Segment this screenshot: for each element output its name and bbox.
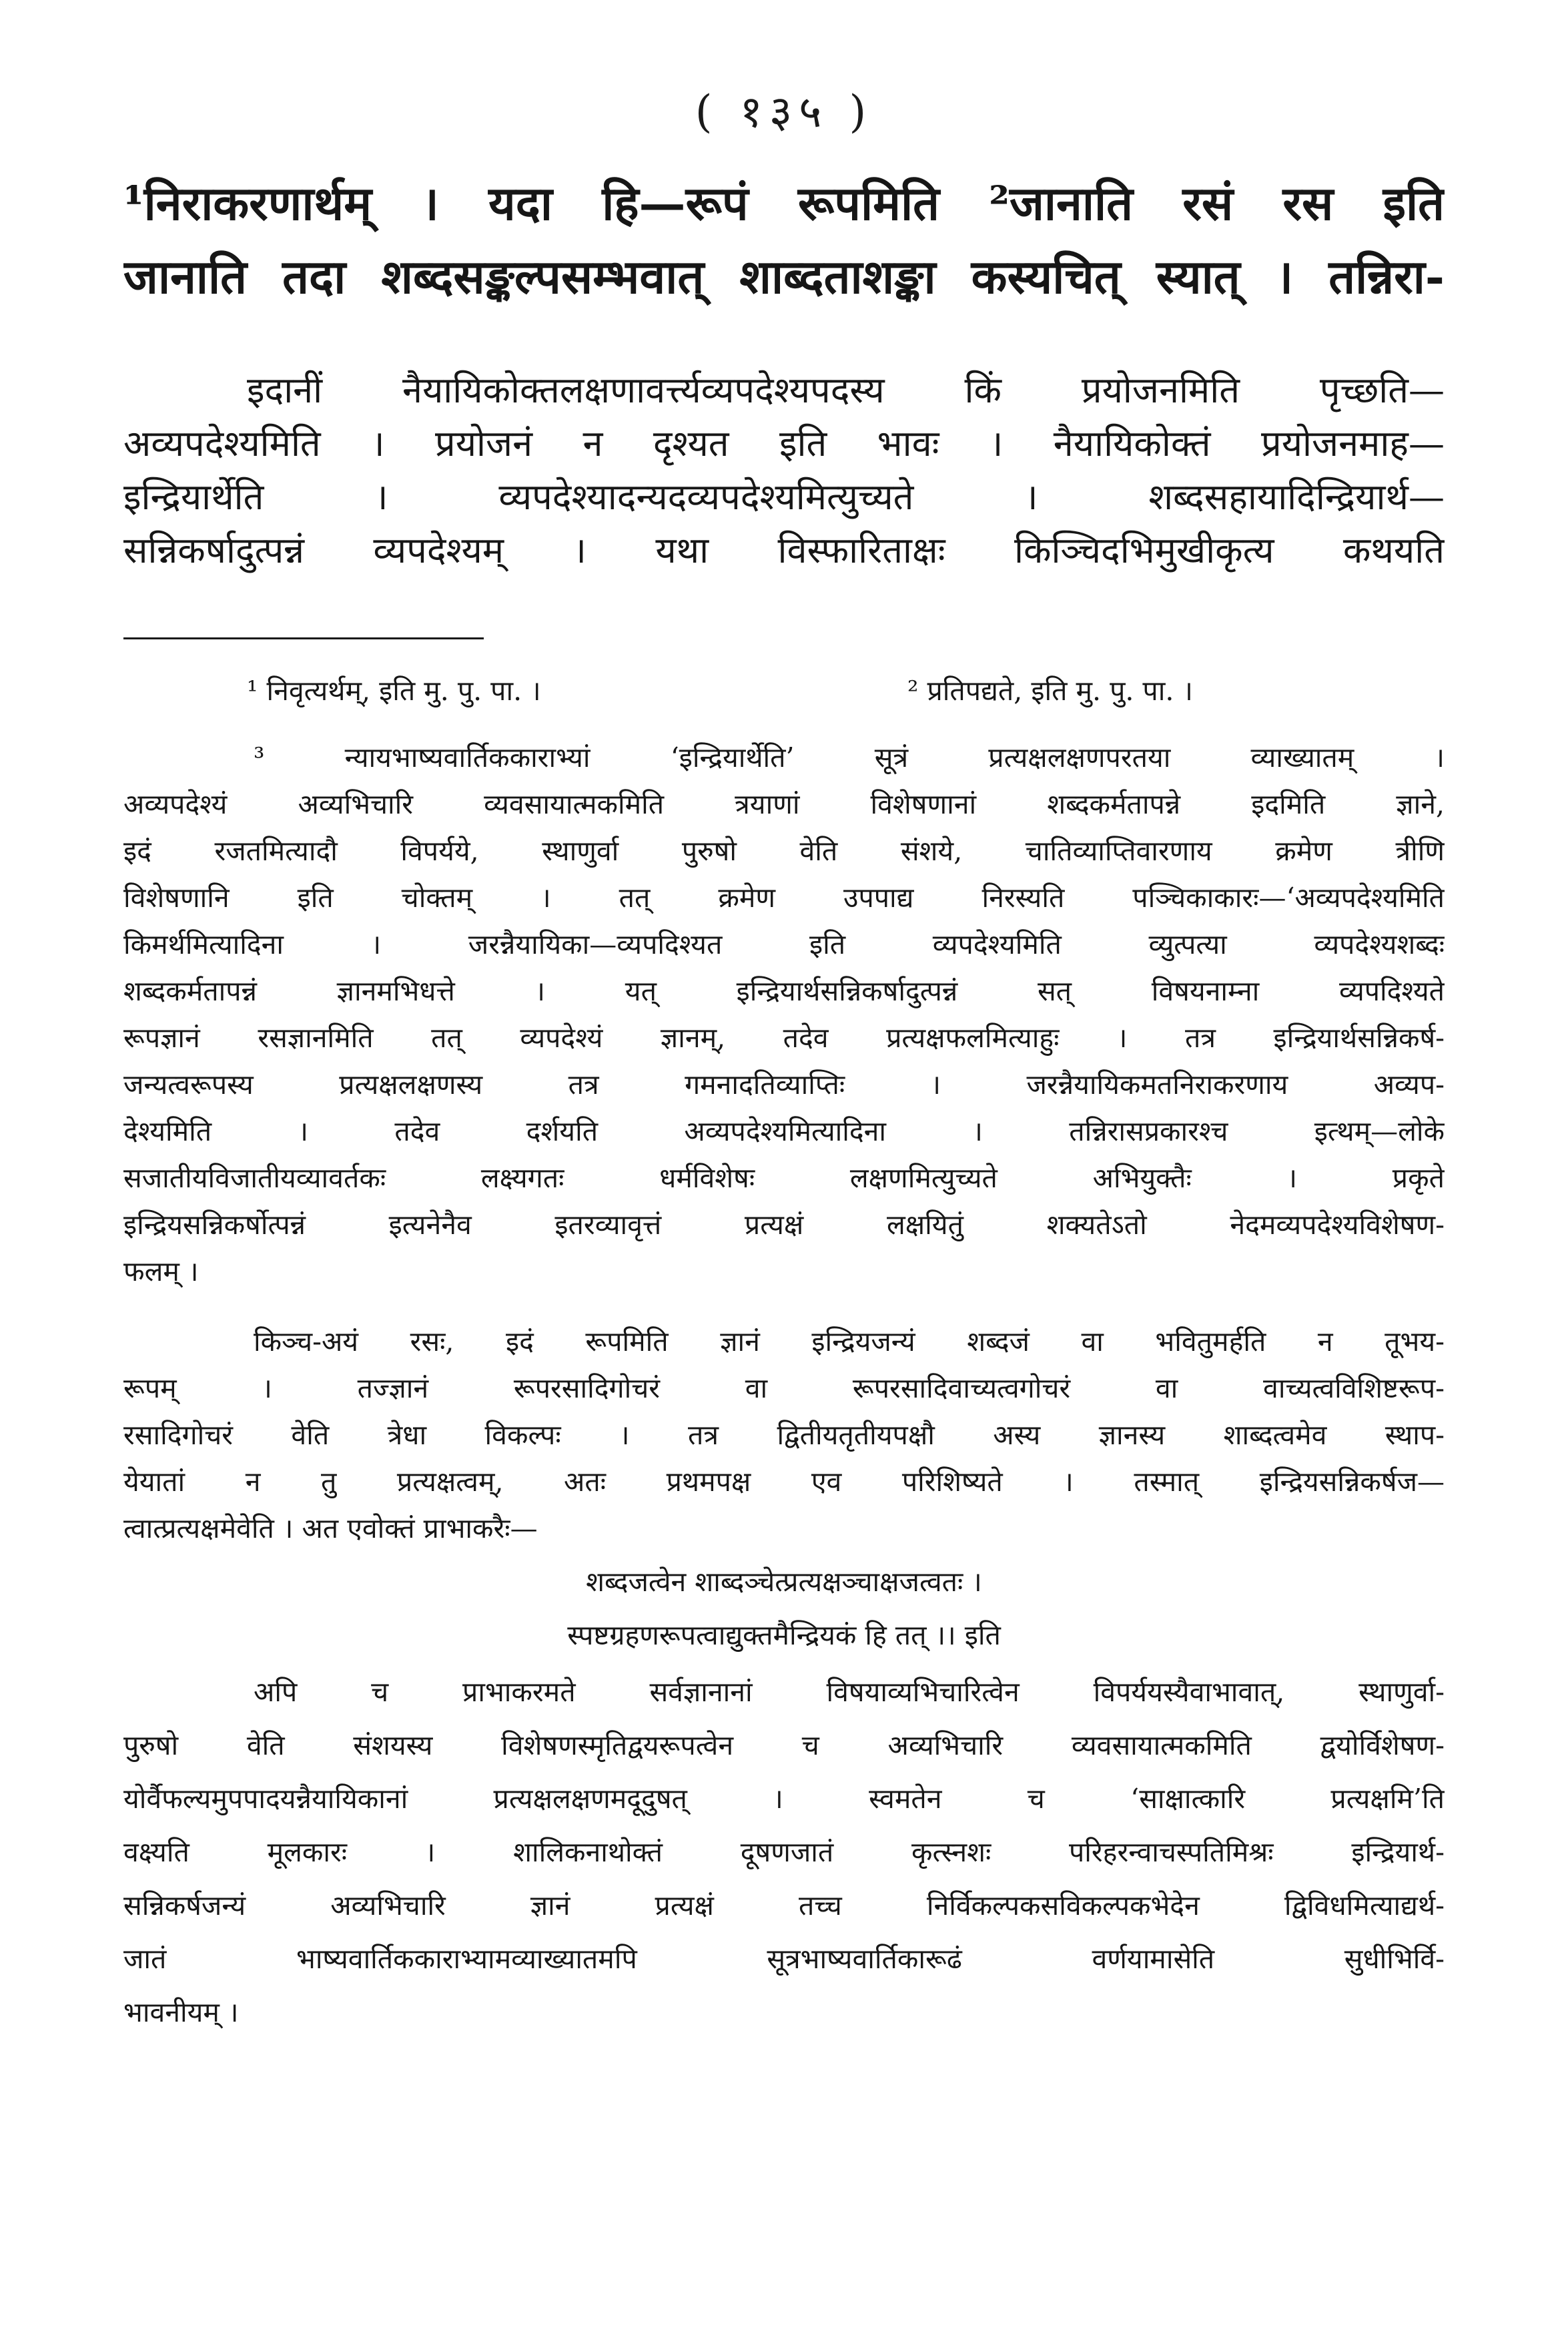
para2-line-4: येयातां न तु प्रत्यक्षत्वम्, अतः प्रथमपक्ष एव परिशिष्यते । तस्मात् इन्द्रियसन्निकर्षज— — [123, 1466, 1445, 1498]
para3-line-2: पुरुषो वेति संशयस्य विशेषणस्मृतिद्वयरूपत्वेन च अव्यभिचारि व्यवसायात्मकमिति द्वयोर्विशेषण- — [123, 1729, 1445, 1761]
main-text-line-1: ¹निराकरणार्थम् । यदा हि—रूपं रूपमिति ²जानाति रसं रस इति — [123, 176, 1445, 231]
footnote-2: ² प्रतिपद्यते, इति मु. पु. पा. । — [907, 675, 1193, 707]
footnote-3-line-9: देश्यमिति । तदेव दर्शयति अव्यपदेश्यमित्यादिना । तन्निरासप्रकारश्च इत्थम्—लोके — [123, 1115, 1445, 1147]
footnote-3-line-11: इन्द्रियसन्निकर्षोत्पन्नं इत्यनेनैव इतरव्यावृत्तं प्रत्यक्षं लक्षयितुं शक्यतेऽतो नेदमव्यपदेश्यविशेषण- — [123, 1209, 1445, 1241]
para2-line-1: किञ्च-अयं रसः, इदं रूपमिति ज्ञानं इन्द्रियजन्यं शब्दजं वा भवितुमर्हति न तूभय- — [254, 1326, 1445, 1358]
main-text-line-2: जानाति तदा शब्दसङ्कल्पसम्भवात् शाब्दताशङ्का कस्यचित् स्यात् । तन्निरा- — [123, 249, 1445, 304]
para3-line-3: योर्वैफल्यमुपपादयन्नैयायिकानां प्रत्यक्षलक्षणमदूदुषत् । स्वमतेन च ‘साक्षात्कारि प्रत्यक्षमि’ति — [123, 1783, 1445, 1815]
para3-line-1: अपि च प्राभाकरमते सर्वज्ञानानां विषयाव्यभिचारित्वेन विपर्ययस्यैवाभावात्, स्थाणुर्वा- — [254, 1676, 1445, 1708]
commentary-line-3: इन्द्रियार्थेति । व्यपदेश्यादन्यदव्यपदेश्यमित्युच्यते । शब्दसहायादिन्द्रियार्थ— — [123, 476, 1445, 518]
para2-line-5: त्वात्प्रत्यक्षमेवेति । अत एवोक्तं प्राभाकरैः— — [123, 1512, 538, 1544]
footnote-3-line-10: सजातीयविजातीयव्यावर्तकः लक्ष्यगतः धर्मविशेषः लक्षणमित्युच्यते अभियुक्तैः । प्रकृते — [123, 1162, 1445, 1194]
page-number: ( १३५ ) — [695, 86, 873, 137]
footnote-row-1-2 — [247, 667, 1354, 714]
para3-line-7: भावनीयम् । — [123, 1996, 239, 2028]
footnote-3-line-7: रूपज्ञानं रसज्ञानमिति तत् व्यपदेश्यं ज्ञानम्, तदेव प्रत्यक्षफलमित्याहुः । तत्र इन्द्रियार्थसन्निकर्ष- — [123, 1022, 1445, 1054]
footnote-3-line-3: इदं रजतमित्यादौ विपर्यये, स्थाणुर्वा पुरुषो वेति संशये, चातिव्याप्तिवारणाय क्रमेण त्रीणि — [123, 835, 1445, 867]
para3-line-4: वक्ष्यति मूलकारः । शालिकनाथोक्तं दूषणजातं कृत्स्नशः परिहरन्वाचस्पतिमिश्रः इन्द्रियार्थ- — [123, 1836, 1445, 1868]
verse-line-2: स्पष्टग्रहणरूपत्वाद्युक्तमैन्द्रियकं हि तत् ।। इति — [567, 1619, 1001, 1651]
footnote-3-line-2: अव्यपदेश्यं अव्यभिचारि व्यवसायात्मकमिति त्रयाणां विशेषणानां शब्दकर्मतापन्ने इदमिति ज्ञाने, — [123, 788, 1445, 820]
commentary-line-4: सन्निकर्षादुत्पन्नं व्यपदेश्यम् । यथा विस्फारिताक्षः किञ्चिदभिमुखीकृत्य कथयति — [123, 529, 1445, 571]
para2-line-2: रूपम् । तज्ज्ञानं रूपरसादिगोचरं वा रूपरसादिवाच्यत्वगोचरं वा वाच्यत्वविशिष्टरूप- — [123, 1372, 1445, 1404]
footnote-1: ¹ निवृत्यर्थम्, इति मु. पु. पा. । — [247, 675, 541, 707]
footnote-3-line-12: फलम् । — [123, 1255, 199, 1287]
footnote-3-line-4: विशेषणानि इति चोक्तम् । तत् क्रमेण उपपाद्य निरस्यति पञ्चिकाकारः—‘अव्यपदेश्यमिति — [123, 882, 1445, 914]
footnote-3-line-5: किमर्थमित्यादिना । जरन्नैयायिका—व्यपदिश्यत इति व्यपदेश्यमिति व्युत्पत्या व्यपदेश्यशब्दः — [123, 928, 1445, 960]
para2-line-3: रसादिगोचरं वेति त्रेधा विकल्पः । तत्र द्वितीयतृतीयपक्षौ अस्य ज्ञानस्य शाब्दत्वमेव स्थाप- — [123, 1419, 1445, 1451]
footnote-divider — [123, 637, 484, 639]
footnote-3-line-6: शब्दकर्मतापन्नं ज्ञानमभिधत्ते । यत् इन्द्रियार्थसन्निकर्षादुत्पन्नं सत् विषयनाम्ना व्यपदिश्यते — [123, 975, 1445, 1007]
commentary-line-1: इदानीं नैयायिकोक्तलक्षणावर्त्त्यव्यपदेश्यपदस्य किं प्रयोजनमिति पृच्छति— — [247, 369, 1445, 411]
footnote-3-line-1: ³ न्यायभाष्यवार्तिककाराभ्यां ‘इन्द्रियार्थेति’ सूत्रं प्रत्यक्षलक्षणपरतया व्याख्यातम् । — [254, 742, 1445, 774]
para3-line-6: जातं भाष्यवार्तिककाराभ्यामव्याख्यातमपि सूत्रभाष्यवार्तिकारूढं वर्णयामासेति सुधीभिर्वि- — [123, 1943, 1445, 1975]
commentary-line-2: अव्यपदेश्यमिति । प्रयोजनं न दृश्यत इति भावः । नैयायिकोक्तं प्रयोजनमाह— — [123, 422, 1445, 465]
verse-line-1: शब्दजत्वेन शाब्दञ्चेत्प्रत्यक्षञ्चाक्षजत्वतः । — [586, 1566, 982, 1598]
footnote-3-line-8: जन्यत्वरूपस्य प्रत्यक्षलक्षणस्य तत्र गमनादतिव्याप्तिः । जरन्नैयायिकमतनिराकरणाय अव्यप- — [123, 1069, 1445, 1101]
para3-line-5: सन्निकर्षजन्यं अव्यभिचारि ज्ञानं प्रत्यक्षं तच्च निर्विकल्पकसविकल्पकभेदेन द्विविधमित्याद्यर्थ- — [123, 1889, 1445, 1922]
